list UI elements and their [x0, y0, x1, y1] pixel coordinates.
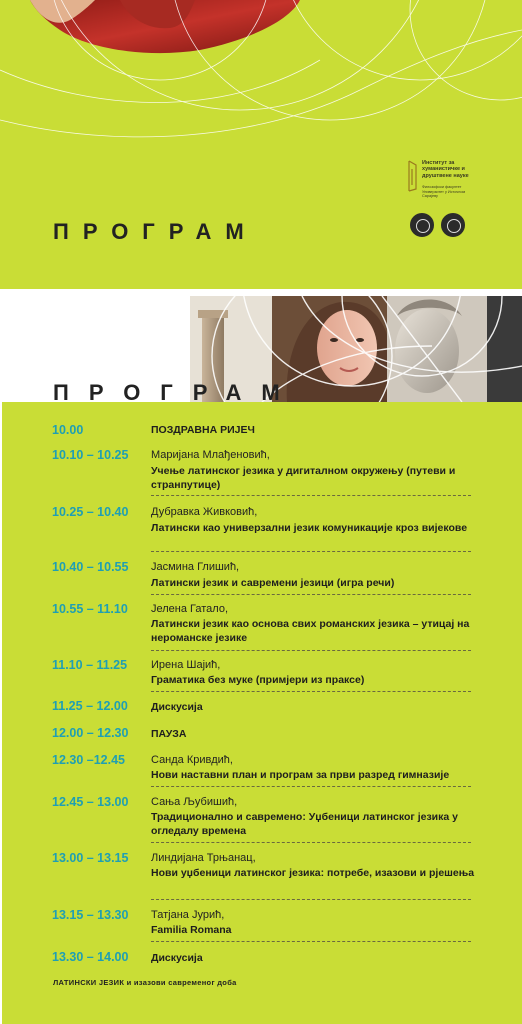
item-speaker: Јасмина Глишић,: [151, 561, 240, 573]
item-time: 10.25 – 10.40: [52, 505, 129, 519]
item-time: 10.40 – 10.55: [52, 560, 129, 574]
institute-name: Институт за хуманистичке и друштвене науке: [422, 160, 469, 179]
item-title: Дискусија: [151, 701, 203, 713]
item-divider: [151, 786, 471, 787]
item-time: 10.10 – 10.25: [52, 448, 129, 462]
item-speaker: Санда Кривдић,: [151, 754, 233, 766]
item-title: Familia Romana: [151, 924, 232, 936]
institute-logo: [407, 157, 477, 197]
item-speaker: Дубравка Живковић,: [151, 506, 258, 518]
item-time: 12.45 – 13.00: [52, 795, 129, 809]
item-time: 12.00 – 12.30: [52, 726, 129, 740]
item-divider: [151, 899, 471, 900]
item-divider: [151, 551, 471, 552]
item-title: Учење латинског језика у дигиталном окружењу (путеви и странпутице): [151, 465, 456, 491]
program-sheet: [2, 296, 522, 1024]
item-title: ПОЗДРАВНА РИЈЕЧ: [151, 424, 255, 436]
item-time: 10.00: [52, 423, 84, 437]
university-seal-icon: [441, 213, 465, 237]
program-footer: ЛАТИНСКИ ЈЕЗИК и изазови савременог доба: [53, 978, 237, 987]
cover-panel: [0, 0, 522, 289]
item-time: 12.30 –12.45: [52, 753, 125, 767]
institute-subtitle: Филозофски факултет Универзитет у Источном Сарајеву: [422, 185, 466, 198]
item-time: 11.25 – 12.00: [52, 699, 128, 713]
item-time: 13.00 – 13.15: [52, 851, 129, 865]
item-divider: [151, 691, 471, 692]
item-title: ПАУЗА: [151, 728, 187, 740]
item-title: Граматика без муке (примјери из праксе): [151, 674, 365, 686]
cover-decorative-arcs: [0, 0, 522, 289]
item-divider: [151, 941, 471, 942]
item-time: 13.15 – 13.30: [52, 908, 129, 922]
item-speaker: Сања Љубишић,: [151, 796, 238, 808]
item-speaker: Ирена Шајић,: [151, 659, 221, 671]
item-time: 11.10 – 11.25: [52, 658, 128, 672]
institute-emblem-icon: [407, 159, 419, 193]
page-gap: [0, 289, 522, 296]
item-speaker: Маријана Млађеновић,: [151, 449, 270, 461]
item-title: Латински језик као основа свих романских језика – утицај на нероманске језике: [151, 618, 470, 644]
item-title: Нови уџбеници латинског језика: потребе, изазови и рјешења: [151, 867, 475, 879]
item-divider: [151, 650, 471, 651]
item-title: Нови наставни план и програм за први разред гимназије: [151, 769, 450, 781]
item-title: Латински као универзални језик комуникације кроз вијекове: [151, 522, 468, 534]
item-title: Традиционално и савремено: Уџбеници латинског језика у огледалу времена: [151, 811, 458, 837]
item-title: Дискусија: [151, 952, 203, 964]
item-speaker: Линдијана Трњанац,: [151, 852, 256, 864]
item-speaker: Татјана Јурић,: [151, 909, 225, 921]
item-divider: [151, 495, 471, 496]
cover-title: ПРОГРАМ: [53, 219, 258, 244]
item-divider: [151, 842, 471, 843]
item-time: 13.30 – 14.00: [52, 950, 129, 964]
item-speaker: Јелена Гатало,: [151, 603, 228, 615]
item-title: Латински језик и савремени језици (игра речи): [151, 577, 395, 589]
item-divider: [151, 594, 471, 595]
program-title: ПРОГРАМ: [53, 380, 300, 405]
faculty-seal-icon: [410, 213, 434, 237]
item-time: 10.55 – 11.10: [52, 602, 128, 616]
